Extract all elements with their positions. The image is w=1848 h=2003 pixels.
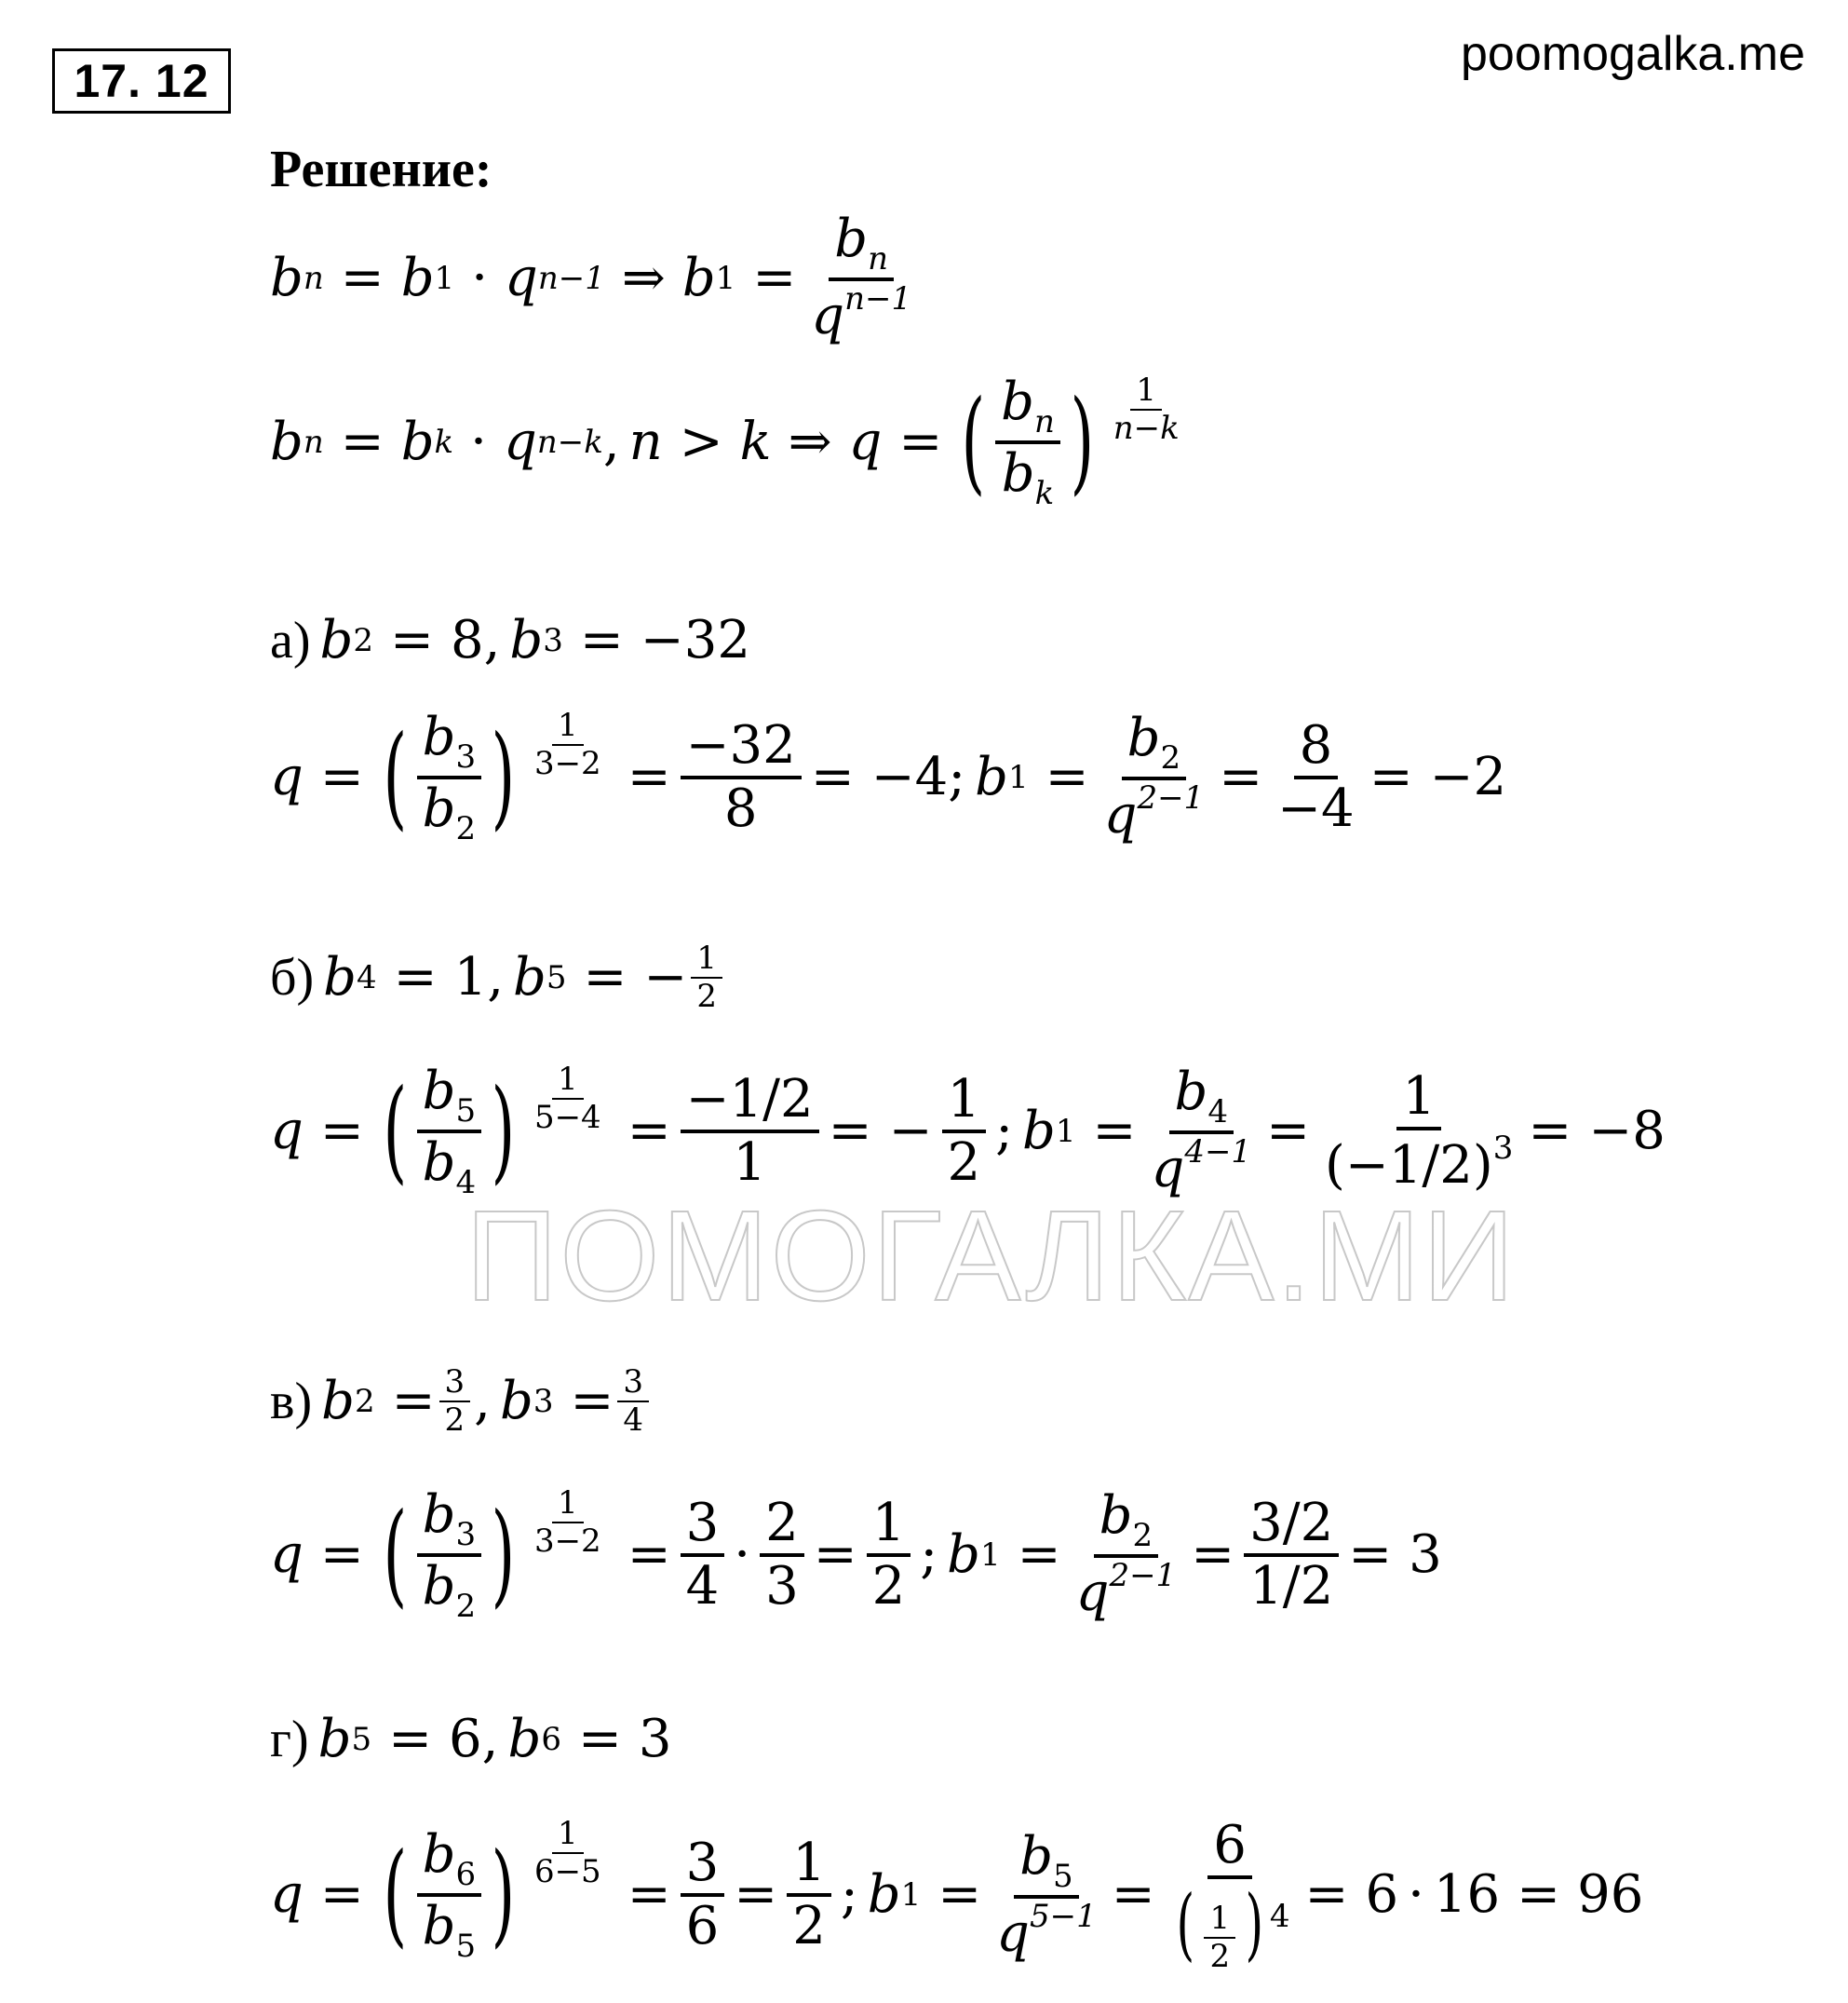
watermark: ПОМОГАЛКА.МИ [465,1184,1517,1328]
part-v-solution: q = ( $\frac{b_3}{b_2}$ ) $\frac{1}{3-2}$ = $\frac{3}{4}$ · $\frac{2}{3}$ = $\frac{1}{2}$ ; b 1 = $\frac{b_2}{q^{2-1}}$ = $\frac{3/2}{1/2}$ = 3 [270,1484,1442,1626]
part-b-solution: q = ( $\frac{b_5}{b_4}$ ) $\frac{1}{5-4}$ = $\frac{-1/2}{1}$ = − $\frac{1}{2}$ ; b 1 = $\frac{b_4}{q^{4-1}}$ = $\frac{1}{(-1/2)^3}$ = −8 [270,1061,1666,1202]
part-g-label: г) [270,1711,309,1768]
part-v-label: в) [270,1373,313,1431]
part-a-solution: q = ( $\frac{b_3}{b_2}$ ) $\frac{1}{3-2}$ = $\frac{-32}{8}$ = −4; b 1 = $\frac{b_2}{q^{2-1}}$ = $\frac{8}{-4}$ = −2 [270,707,1507,848]
part-g-solution: q = ( $\frac{b_6}{b_5}$ ) $\frac{1}{6-5}$ = $\frac{3}{6}$ = $\frac{1}{2}$ ; b 1 = $\frac{b_5}{q^{5-1}}$ = 6 ( $\frac{1}{2}$ ) $^4$ = 6 · 16 = 96 [270,1815,1644,1975]
solution-heading: Решение: [270,141,492,198]
site-name: poomogalka.me [1461,27,1805,81]
part-g-given: г) b 5 = 6, b 6 = 3 [270,1709,672,1769]
formula-ratio: b n = b k · q n−k , n > k ⇒ q = ( $\frac{b_n}{b_k}$ ) $\frac{1}{n-k}$ [270,372,1180,513]
formula-general-term: b n = b 1 · q n−1 ⇒ b 1 = $\frac{b_n}{q^{n-1}}$ [270,209,912,347]
part-b-label: б) [270,949,315,1008]
part-a-given: а) b 2 = 8, b 3 = −32 [270,610,750,670]
task-number-box: 17. 12 [52,48,231,114]
part-v-given: в) b 2 = $\frac{3}{2}$ , b 3 = $\frac{3}{4}$ [270,1364,653,1439]
part-b-given: б) b 4 = 1, b 5 = − $\frac{1}{2}$ [270,941,726,1015]
part-a-label: а) [270,612,311,670]
